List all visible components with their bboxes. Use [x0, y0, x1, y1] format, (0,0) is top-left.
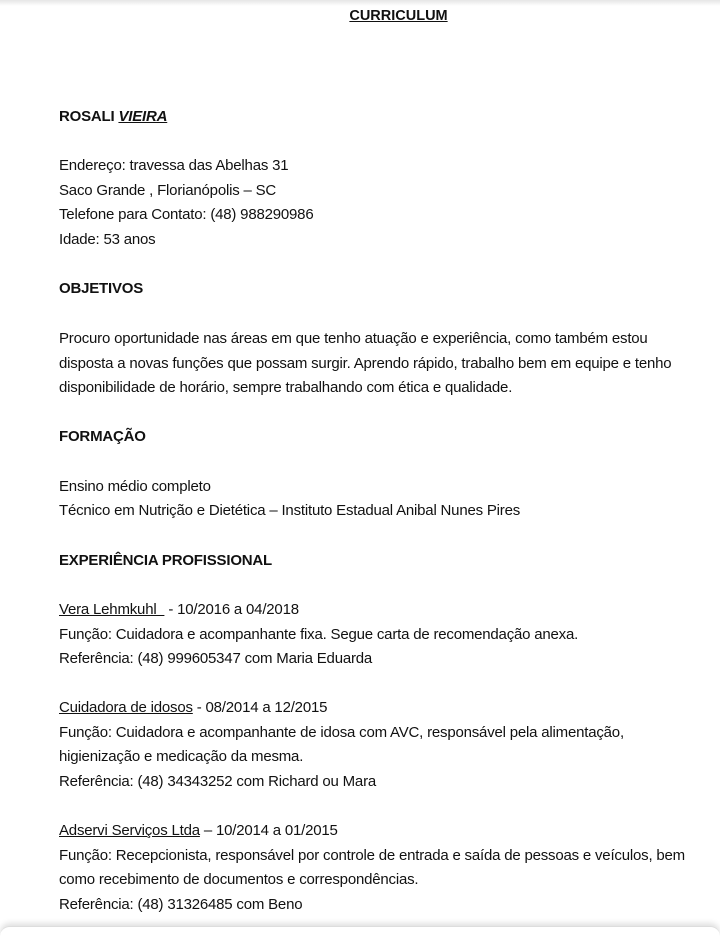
job-employer: Vera Lehmkuhl: [59, 601, 165, 618]
job-employer: Cuidadora de idosos: [59, 699, 193, 716]
phone: Telefone para Contato: (48) 988290986: [59, 206, 314, 223]
experience-heading: EXPERIÊNCIA PROFISSIONAL: [59, 552, 273, 569]
education-heading: FORMAÇÃO: [59, 428, 146, 445]
top-shadow: [0, 0, 720, 6]
job-line: Função: Cuidadora e acompanhante fixa. Segue carta de recomendação anexa.: [59, 626, 579, 643]
job-line: Função: Recepcionista, responsável por controle de entrada e saída de pessoas e veículos, bem: [59, 847, 685, 864]
age: Idade: 53 anos: [59, 231, 156, 248]
candidate-name: [59, 107, 167, 127]
job-line: Referência: (48) 31326485 com Beno: [59, 896, 303, 913]
objectives-line: disponibilidade de horário, sempre trabalhando com ética e qualidade.: [59, 379, 513, 396]
job-period: - 10/2016 a 04/2018: [164, 601, 299, 618]
education-item: Técnico em Nutrição e Dietética – Instituto Estadual Anibal Nunes Pires: [59, 502, 521, 519]
job-title: [59, 600, 299, 620]
job-period: - 08/2014 a 12/2015: [192, 699, 328, 716]
objectives-line: Procuro oportunidade nas áreas em que tenho atuação e experiência, como também estou: [59, 330, 648, 347]
job-title: [59, 698, 327, 718]
job-line: como recebimento de documentos e correspondências.: [59, 871, 419, 888]
job-line: higienização e medicação da mesma.: [59, 748, 304, 765]
job-line: Função: Cuidadora e acompanhante de idosa com AVC, responsável pela alimentação,: [59, 724, 624, 741]
job-period: – 10/2014 a 01/2015: [199, 822, 338, 839]
job-line: Referência: (48) 34343252 com Richard ou Mara: [59, 773, 377, 790]
job-line: Referência: (48) 999605347 com Maria Eduarda: [59, 650, 373, 667]
objectives-line: disposta a novas funções que possam surgir. Aprendo rápido, trabalho bem em equipe e tenho: [59, 355, 672, 372]
job-employer: Adservi Serviços Ltda: [59, 822, 200, 839]
document-title: CURRICULUM: [349, 8, 448, 24]
address: Endereço: travessa das Abelhas 31: [59, 157, 289, 174]
bottom-sheet-edge: [0, 926, 720, 938]
first-name: ROSALI: [59, 108, 115, 125]
objectives-heading: OBJETIVOS: [59, 280, 144, 297]
last-name: VIEIRA: [118, 108, 168, 125]
education-item: Ensino médio completo: [59, 478, 211, 495]
job-title: [59, 821, 338, 841]
city: Saco Grande , Florianópolis – SC: [59, 182, 277, 199]
